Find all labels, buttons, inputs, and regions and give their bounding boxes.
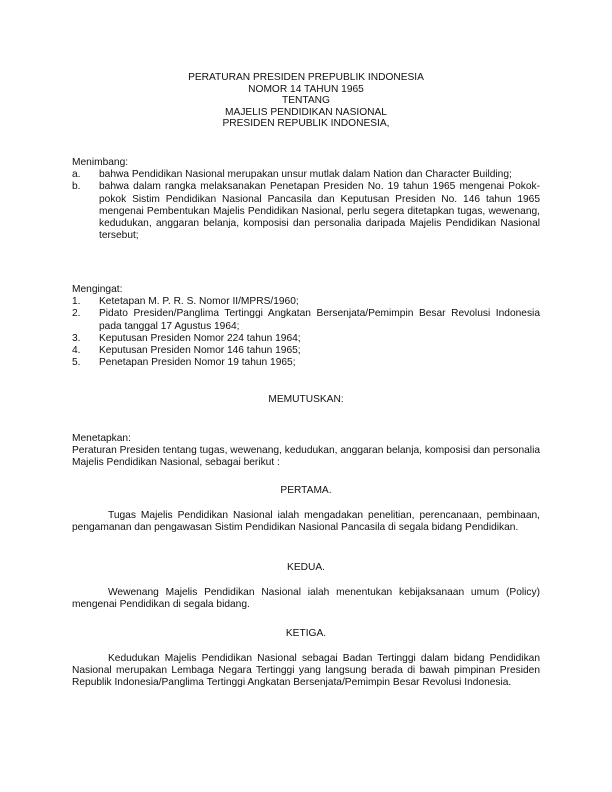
list-marker: b.	[72, 181, 81, 193]
menetapkan-text: Peraturan Presiden tentang tugas, wewenang, kedudukan, anggaran belanja, komposisi dan personalia Majelis Pendidikan Nasional, sebagai berikut :	[72, 445, 540, 469]
list-text: Penetapan Presiden Nomor 19 tahun 1965;	[99, 357, 296, 369]
list-marker: 3.	[72, 332, 81, 344]
menimbang-heading: Menimbang:	[72, 157, 129, 168]
list-text: bahwa Pendidikan Nasional merupakan unsur mutlak dalam Nation dan Character Building;	[99, 169, 512, 181]
menetapkan-section	[72, 433, 540, 470]
title-line-3: TENTANG	[282, 95, 330, 106]
list-text: Keputusan Presiden Nomor 146 tahun 1965;	[99, 345, 301, 357]
list-text: Keputusan Presiden Nomor 224 tahun 1964;	[99, 332, 301, 344]
menimbang-section	[72, 157, 540, 242]
menetapkan-heading: Menetapkan:	[72, 433, 131, 444]
list-marker: 4.	[72, 345, 81, 357]
mengingat-section	[72, 284, 540, 369]
title-line-2: NOMOR 14 TAHUN 1965	[248, 83, 364, 95]
list-marker: a.	[72, 169, 81, 181]
mengingat-item-5	[72, 357, 540, 369]
list-marker: 2.	[72, 308, 81, 320]
mengingat-heading: Mengingat:	[72, 284, 123, 295]
title-line-1: PERATURAN PRESIDEN PREPUBLIK INDONESIA	[188, 72, 424, 83]
title-line-4: MAJELIS PENDIDIKAN NASIONAL	[225, 106, 387, 118]
menimbang-item-b	[72, 181, 540, 242]
pertama-heading: PERTAMA.	[280, 485, 332, 496]
list-text: Ketetapan M. P. R. S. Nomor II/MPRS/1960;	[99, 296, 299, 308]
list-marker: 1.	[72, 296, 81, 308]
kedua-text: Wewenang Majelis Pendidikan Nasional ialah menentukan kebijaksanaan umum (Policy) mengenai Pendidikan di segala bidang.	[72, 587, 540, 611]
document-title	[0, 72, 612, 130]
menimbang-item-a	[72, 169, 540, 181]
mengingat-item-4	[72, 345, 540, 357]
ketiga-text: Kedudukan Majelis Pendidikan Nasional sebagai Badan Tertinggi dalam bidang Pendidikan Nasional merupakan Lembaga Negara Tertinggi yang langsung berada di bawah pimpinan Presiden Republik Indonesia/Panglima Tertinggi Angkatan Bersenjata/Pemimpin Besar Revolusi Indonesia.	[72, 653, 540, 689]
pertama-text: Tugas Majelis Pendidikan Nasional ialah mengadakan penelitian, perencanaan, pembinaan, pengamanan dan pengawasan Sistim Pendidikan Nasional Pancasila di segala bidang Pendidikan.	[72, 510, 540, 534]
kedua-heading: KEDUA.	[287, 562, 325, 573]
list-text: Pidato Presiden/Panglima Tertinggi Angkatan Bersenjata/Pemimpin Besar Revolusi Indonesia pada tanggal 17 Agustus 1964;	[99, 308, 540, 332]
mengingat-item-1	[72, 296, 540, 308]
list-marker: 5.	[72, 357, 81, 369]
title-line-5: PRESIDEN REPUBLIK INDONESIA,	[222, 118, 390, 129]
list-text: bahwa dalam rangka melaksanakan Penetapan Presiden No. 19 tahun 1965 mengenai Pokok-pokok Sistim Pendidikan Nasional Pancasila dan Keputusan Presiden No. 146 tahun 1965 mengenai Pembentukan Majelis Pendidikan Nasional, perlu segera ditetapkan tugas, wewenang, kedudukan, anggaran belanja, komposisi dan personalia daripada Majelis Pendidikan Nasional tersebut;	[99, 181, 540, 242]
memutuskan-heading: MEMUTUSKAN:	[268, 394, 344, 405]
mengingat-item-2	[72, 308, 540, 332]
ketiga-heading: KETIGA.	[285, 628, 327, 639]
mengingat-item-3	[72, 333, 540, 345]
